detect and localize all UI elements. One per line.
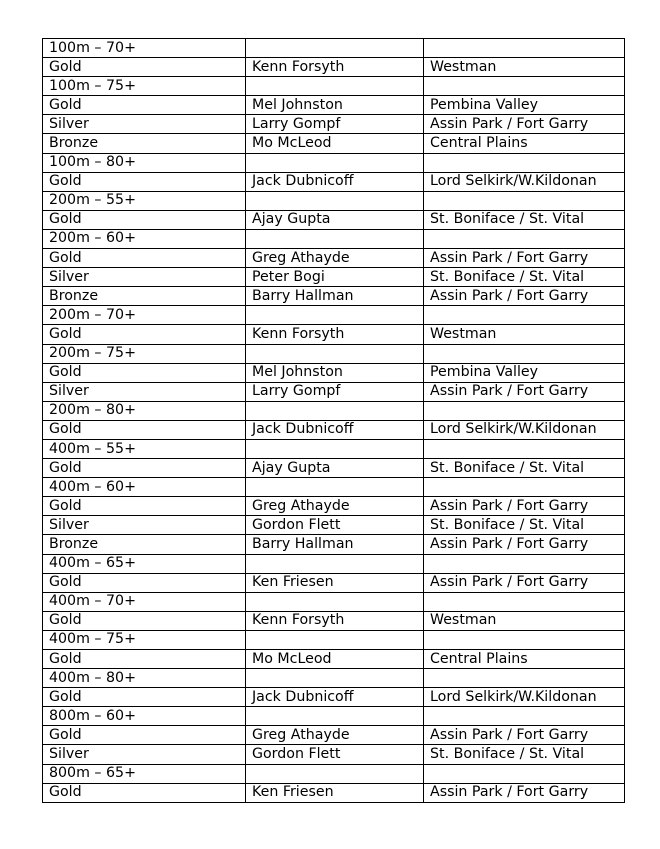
table-row bbox=[43, 497, 625, 516]
medal-or-event-cell: Gold bbox=[43, 172, 246, 191]
athlete-cell bbox=[246, 478, 424, 497]
event-header-row bbox=[43, 77, 625, 96]
club-cell: Assin Park / Fort Garry bbox=[424, 115, 625, 134]
event-header-row bbox=[43, 39, 625, 58]
club-cell bbox=[424, 630, 625, 649]
event-header-row bbox=[43, 153, 625, 172]
event-header-row bbox=[43, 191, 625, 210]
athlete-cell: Barry Hallman bbox=[246, 287, 424, 306]
event-header-row bbox=[43, 439, 625, 458]
medal-or-event-cell: Gold bbox=[43, 249, 246, 268]
athlete-cell: Gordon Flett bbox=[246, 516, 424, 535]
athlete-cell bbox=[246, 439, 424, 458]
athlete-cell bbox=[246, 153, 424, 172]
athlete-cell: Jack Dubnicoff bbox=[246, 420, 424, 439]
medal-or-event-cell: 100m – 70+ bbox=[43, 39, 246, 58]
event-header-row bbox=[43, 229, 625, 248]
results-table bbox=[42, 38, 625, 803]
athlete-cell: Kenn Forsyth bbox=[246, 325, 424, 344]
table-row bbox=[43, 783, 625, 802]
club-cell bbox=[424, 191, 625, 210]
club-cell bbox=[424, 153, 625, 172]
table-row bbox=[43, 58, 625, 77]
table-row bbox=[43, 726, 625, 745]
athlete-cell bbox=[246, 554, 424, 573]
athlete-cell: Peter Bogi bbox=[246, 268, 424, 287]
club-cell: Assin Park / Fort Garry bbox=[424, 783, 625, 802]
medal-or-event-cell: Gold bbox=[43, 650, 246, 669]
table-row bbox=[43, 172, 625, 191]
medal-or-event-cell: Bronze bbox=[43, 535, 246, 554]
athlete-cell bbox=[246, 191, 424, 210]
club-cell bbox=[424, 439, 625, 458]
event-header-row bbox=[43, 764, 625, 783]
table-row bbox=[43, 535, 625, 554]
club-cell bbox=[424, 764, 625, 783]
medal-or-event-cell: Silver bbox=[43, 268, 246, 287]
athlete-cell: Ajay Gupta bbox=[246, 210, 424, 229]
athlete-cell: Larry Gompf bbox=[246, 115, 424, 134]
medal-or-event-cell: 400m – 60+ bbox=[43, 478, 246, 497]
table-row bbox=[43, 249, 625, 268]
athlete-cell bbox=[246, 401, 424, 420]
results-table-body bbox=[43, 39, 625, 803]
club-cell: St. Boniface / St. Vital bbox=[424, 210, 625, 229]
table-row bbox=[43, 650, 625, 669]
medal-or-event-cell: Gold bbox=[43, 459, 246, 478]
event-header-row bbox=[43, 478, 625, 497]
medal-or-event-cell: Silver bbox=[43, 745, 246, 764]
medal-or-event-cell: Gold bbox=[43, 58, 246, 77]
medal-or-event-cell: Gold bbox=[43, 783, 246, 802]
club-cell: Pembina Valley bbox=[424, 96, 625, 115]
athlete-cell: Mel Johnston bbox=[246, 96, 424, 115]
medal-or-event-cell: 800m – 65+ bbox=[43, 764, 246, 783]
club-cell: Assin Park / Fort Garry bbox=[424, 249, 625, 268]
medal-or-event-cell: Silver bbox=[43, 516, 246, 535]
table-row bbox=[43, 363, 625, 382]
table-row bbox=[43, 268, 625, 287]
table-row bbox=[43, 611, 625, 630]
athlete-cell: Barry Hallman bbox=[246, 535, 424, 554]
athlete-cell bbox=[246, 630, 424, 649]
medal-or-event-cell: Gold bbox=[43, 688, 246, 707]
medal-or-event-cell: Bronze bbox=[43, 287, 246, 306]
athlete-cell: Mo McLeod bbox=[246, 134, 424, 153]
club-cell: Lord Selkirk/W.Kildonan bbox=[424, 172, 625, 191]
event-header-row bbox=[43, 707, 625, 726]
athlete-cell bbox=[246, 344, 424, 363]
club-cell: Central Plains bbox=[424, 134, 625, 153]
athlete-cell: Kenn Forsyth bbox=[246, 58, 424, 77]
medal-or-event-cell: 200m – 70+ bbox=[43, 306, 246, 325]
club-cell bbox=[424, 478, 625, 497]
club-cell: St. Boniface / St. Vital bbox=[424, 745, 625, 764]
table-row bbox=[43, 134, 625, 153]
club-cell bbox=[424, 77, 625, 96]
medal-or-event-cell: Gold bbox=[43, 573, 246, 592]
athlete-cell: Mel Johnston bbox=[246, 363, 424, 382]
medal-or-event-cell: 100m – 75+ bbox=[43, 77, 246, 96]
event-header-row bbox=[43, 554, 625, 573]
athlete-cell bbox=[246, 707, 424, 726]
athlete-cell bbox=[246, 592, 424, 611]
medal-or-event-cell: 200m – 75+ bbox=[43, 344, 246, 363]
medal-or-event-cell: Gold bbox=[43, 363, 246, 382]
club-cell bbox=[424, 592, 625, 611]
medal-or-event-cell: Silver bbox=[43, 115, 246, 134]
club-cell: Lord Selkirk/W.Kildonan bbox=[424, 420, 625, 439]
athlete-cell: Gordon Flett bbox=[246, 745, 424, 764]
club-cell bbox=[424, 554, 625, 573]
club-cell bbox=[424, 306, 625, 325]
athlete-cell: Greg Athayde bbox=[246, 497, 424, 516]
table-row bbox=[43, 688, 625, 707]
table-row bbox=[43, 745, 625, 764]
table-row bbox=[43, 115, 625, 134]
club-cell: Pembina Valley bbox=[424, 363, 625, 382]
table-row bbox=[43, 325, 625, 344]
medal-or-event-cell: Gold bbox=[43, 96, 246, 115]
medal-or-event-cell: Gold bbox=[43, 325, 246, 344]
club-cell bbox=[424, 669, 625, 688]
athlete-cell: Jack Dubnicoff bbox=[246, 688, 424, 707]
medal-or-event-cell: Gold bbox=[43, 420, 246, 439]
athlete-cell bbox=[246, 229, 424, 248]
event-header-row bbox=[43, 344, 625, 363]
athlete-cell: Mo McLeod bbox=[246, 650, 424, 669]
club-cell: Assin Park / Fort Garry bbox=[424, 726, 625, 745]
table-row bbox=[43, 459, 625, 478]
athlete-cell: Kenn Forsyth bbox=[246, 611, 424, 630]
event-header-row bbox=[43, 401, 625, 420]
table-row bbox=[43, 287, 625, 306]
medal-or-event-cell: 400m – 65+ bbox=[43, 554, 246, 573]
medal-or-event-cell: Silver bbox=[43, 382, 246, 401]
medal-or-event-cell: Bronze bbox=[43, 134, 246, 153]
medal-or-event-cell: 100m – 80+ bbox=[43, 153, 246, 172]
athlete-cell bbox=[246, 306, 424, 325]
event-header-row bbox=[43, 630, 625, 649]
club-cell: Lord Selkirk/W.Kildonan bbox=[424, 688, 625, 707]
club-cell: St. Boniface / St. Vital bbox=[424, 516, 625, 535]
medal-or-event-cell: 200m – 80+ bbox=[43, 401, 246, 420]
table-row bbox=[43, 516, 625, 535]
medal-or-event-cell: 200m – 55+ bbox=[43, 191, 246, 210]
club-cell bbox=[424, 229, 625, 248]
club-cell: Assin Park / Fort Garry bbox=[424, 497, 625, 516]
club-cell: St. Boniface / St. Vital bbox=[424, 268, 625, 287]
medal-or-event-cell: 400m – 55+ bbox=[43, 439, 246, 458]
medal-or-event-cell: 400m – 75+ bbox=[43, 630, 246, 649]
club-cell: St. Boniface / St. Vital bbox=[424, 459, 625, 478]
table-row bbox=[43, 210, 625, 229]
medal-or-event-cell: Gold bbox=[43, 210, 246, 229]
club-cell: Assin Park / Fort Garry bbox=[424, 382, 625, 401]
club-cell: Assin Park / Fort Garry bbox=[424, 573, 625, 592]
medal-or-event-cell: Gold bbox=[43, 497, 246, 516]
club-cell: Assin Park / Fort Garry bbox=[424, 535, 625, 554]
table-row bbox=[43, 382, 625, 401]
medal-or-event-cell: Gold bbox=[43, 611, 246, 630]
athlete-cell: Greg Athayde bbox=[246, 726, 424, 745]
athlete-cell: Ken Friesen bbox=[246, 573, 424, 592]
event-header-row bbox=[43, 592, 625, 611]
club-cell: Assin Park / Fort Garry bbox=[424, 287, 625, 306]
club-cell bbox=[424, 39, 625, 58]
club-cell bbox=[424, 401, 625, 420]
results-sheet bbox=[42, 38, 625, 803]
medal-or-event-cell: 800m – 60+ bbox=[43, 707, 246, 726]
athlete-cell: Ajay Gupta bbox=[246, 459, 424, 478]
table-row bbox=[43, 573, 625, 592]
table-row bbox=[43, 96, 625, 115]
athlete-cell: Greg Athayde bbox=[246, 249, 424, 268]
event-header-row bbox=[43, 306, 625, 325]
club-cell: Westman bbox=[424, 611, 625, 630]
medal-or-event-cell: Gold bbox=[43, 726, 246, 745]
medal-or-event-cell: 400m – 70+ bbox=[43, 592, 246, 611]
athlete-cell: Larry Gompf bbox=[246, 382, 424, 401]
medal-or-event-cell: 200m – 60+ bbox=[43, 229, 246, 248]
club-cell: Central Plains bbox=[424, 650, 625, 669]
medal-or-event-cell: 400m – 80+ bbox=[43, 669, 246, 688]
club-cell bbox=[424, 344, 625, 363]
athlete-cell bbox=[246, 39, 424, 58]
athlete-cell bbox=[246, 669, 424, 688]
club-cell: Westman bbox=[424, 58, 625, 77]
club-cell: Westman bbox=[424, 325, 625, 344]
athlete-cell: Jack Dubnicoff bbox=[246, 172, 424, 191]
event-header-row bbox=[43, 669, 625, 688]
athlete-cell bbox=[246, 764, 424, 783]
club-cell bbox=[424, 707, 625, 726]
athlete-cell: Ken Friesen bbox=[246, 783, 424, 802]
table-row bbox=[43, 420, 625, 439]
athlete-cell bbox=[246, 77, 424, 96]
